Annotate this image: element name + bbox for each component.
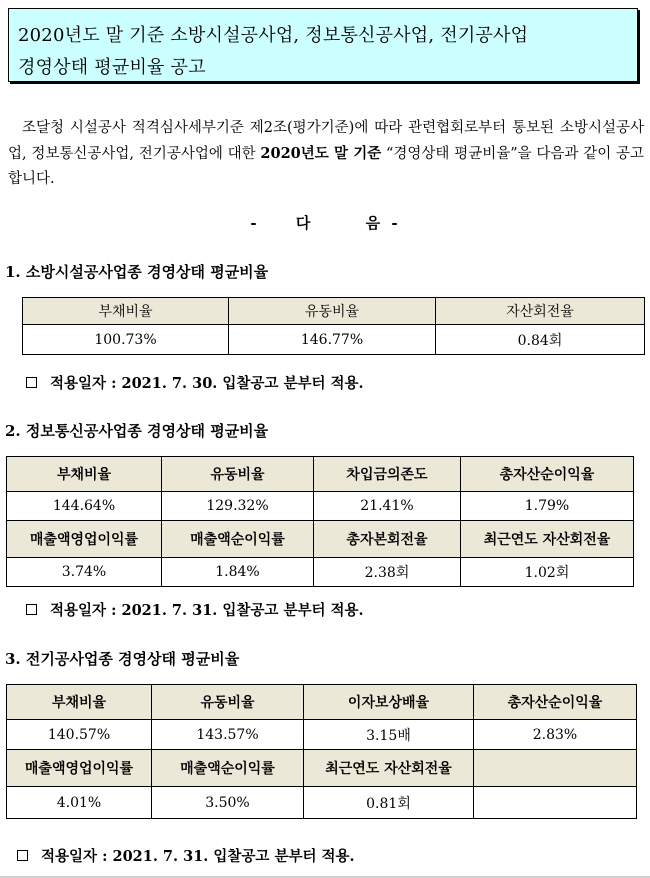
section2-notice (26, 599, 364, 620)
table-header-cell: 매출액순이익률 (162, 521, 314, 558)
next-marker (0, 212, 650, 233)
table-header-cell: 유동비율 (162, 457, 314, 492)
table-value-cell: 3.50% (152, 787, 304, 819)
table-value-cell: 129.32% (162, 492, 314, 521)
next-dash-right: - (391, 214, 400, 232)
table-header-cell: 매출액순이익률 (152, 750, 304, 787)
section3-notice-text: 적용일자 : 2021. 7. 31. 입찰공고 분부터 적용. (41, 848, 355, 865)
table-value-cell: 1.84% (162, 558, 314, 587)
table-value-cell: 143.57% (152, 720, 304, 750)
section1-heading: 1. 소방시설공사업종 경영상태 평균비율 (5, 263, 269, 281)
section1-notice (26, 372, 364, 393)
intro-bold-text: 2020년도 말 기준 (260, 145, 382, 162)
table-value-cell: 4.01% (7, 787, 152, 819)
table-header-cell: 유동비율 (152, 685, 304, 720)
table-value-cell: 140.57% (7, 720, 152, 750)
table-header-cell: 부채비율 (7, 457, 162, 492)
table-header-cell: 자산회전율 (436, 298, 645, 325)
table-header-cell: 이자보상배율 (304, 685, 474, 720)
section3-notice (17, 845, 355, 866)
table-value-cell: 2.38회 (314, 558, 461, 587)
next-char-1: 다 (295, 214, 313, 232)
next-dash-left: - (250, 214, 259, 232)
checkbox-icon (26, 377, 37, 388)
table-value-cell: 144.64% (7, 492, 162, 521)
intro-paragraph (8, 116, 644, 192)
table-header-cell: 최근연도 자산회전율 (304, 750, 474, 787)
section3-heading: 3. 전기공사업종 경영상태 평균비율 (5, 650, 240, 668)
section2-heading: 2. 정보통신공사업종 경영상태 평균비율 (5, 422, 269, 440)
table-header-cell: 매출액영업이익률 (7, 750, 152, 787)
title-box (8, 8, 638, 82)
table-value-cell: 2.83% (474, 720, 637, 750)
table-header-cell: 유동비율 (229, 298, 436, 325)
table-value-cell: 0.81회 (304, 787, 474, 819)
table-header-cell: 부채비율 (23, 298, 229, 325)
section3-table (6, 684, 637, 819)
table-header-cell: 최근연도 자산회전율 (461, 521, 634, 558)
table-header-cell (474, 750, 637, 787)
table-value-cell: 0.84회 (436, 325, 645, 355)
table-value-cell: 3.74% (7, 558, 162, 587)
table-header-cell: 총자산순이익율 (461, 457, 634, 492)
checkbox-icon (17, 850, 28, 861)
table-value-cell: 100.73% (23, 325, 229, 355)
intro-text: 조달청 시설공사 적격심사세부기준 제2조(평가기준)에 따라 관련협회로부터 통보된 소방시설공사업, 정보통신공사업, 전기공사업에 대한 (8, 120, 644, 162)
table-header-cell: 총자본회전율 (314, 521, 461, 558)
checkbox-icon (26, 604, 37, 615)
table-header-cell: 총자산순이익율 (474, 685, 637, 720)
intro-tail-text: “경영상태 평균비율”을 다음과 같이 공고합니다. (8, 146, 644, 187)
section1-table (22, 297, 645, 355)
section1-notice-text: 적용일자 : 2021. 7. 30. 입찰공고 분부터 적용. (50, 375, 364, 392)
table-header-cell: 매출액영업이익률 (7, 521, 162, 558)
section2-table (6, 456, 634, 587)
section2-notice-text: 적용일자 : 2021. 7. 31. 입찰공고 분부터 적용. (50, 602, 364, 619)
table-value-cell: 146.77% (229, 325, 436, 355)
table-value-cell (474, 787, 637, 819)
next-char-2: 음 (365, 214, 383, 232)
table-value-cell: 21.41% (314, 492, 461, 521)
table-value-cell: 3.15배 (304, 720, 474, 750)
table-header-cell: 차입금의존도 (314, 457, 461, 492)
table-value-cell: 1.02회 (461, 558, 634, 587)
table-value-cell: 1.79% (461, 492, 634, 521)
table-header-cell: 부채비율 (7, 685, 152, 720)
title-line-2: 경영상태 평균비율 공고 (18, 57, 206, 78)
title-line-1: 2020년도 말 기준 소방시설공사업, 정보통신공사업, 전기공사업 (18, 25, 529, 46)
